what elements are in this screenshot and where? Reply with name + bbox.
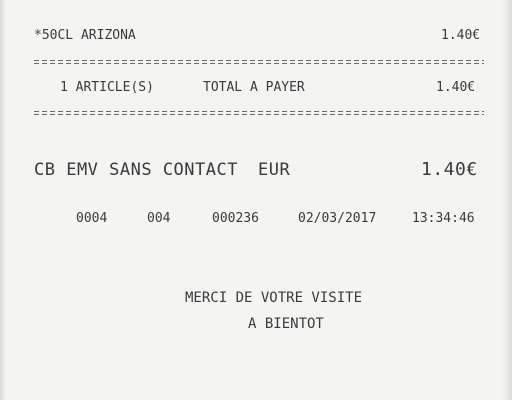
item-name: *50CL ARIZONA bbox=[34, 28, 136, 43]
total-value: 1.40€ bbox=[436, 80, 476, 95]
terminal-number: 004 bbox=[147, 211, 171, 226]
payment-currency: EUR bbox=[258, 160, 291, 180]
paper-edge-left bbox=[0, 0, 6, 400]
goodbye-message: A BIENTOT bbox=[248, 316, 324, 332]
payment-method: CB EMV SANS CONTACT bbox=[34, 160, 238, 180]
total-label: TOTAL A PAYER bbox=[203, 80, 305, 95]
payment-amount: 1.40€ bbox=[421, 159, 478, 180]
separator-rule bbox=[34, 60, 484, 64]
transaction-time: 13:34:46 bbox=[412, 211, 475, 226]
item-price: 1.40€ bbox=[441, 28, 481, 43]
thank-you-message: MERCI DE VOTRE VISITE bbox=[185, 290, 363, 306]
store-number: 0004 bbox=[76, 211, 108, 226]
paper-edge-right bbox=[502, 0, 512, 400]
transaction-date: 02/03/2017 bbox=[298, 211, 377, 226]
separator-rule bbox=[34, 111, 484, 115]
article-count: 1 ARTICLE(S) bbox=[60, 80, 154, 95]
ticket-number: 000236 bbox=[212, 211, 259, 226]
